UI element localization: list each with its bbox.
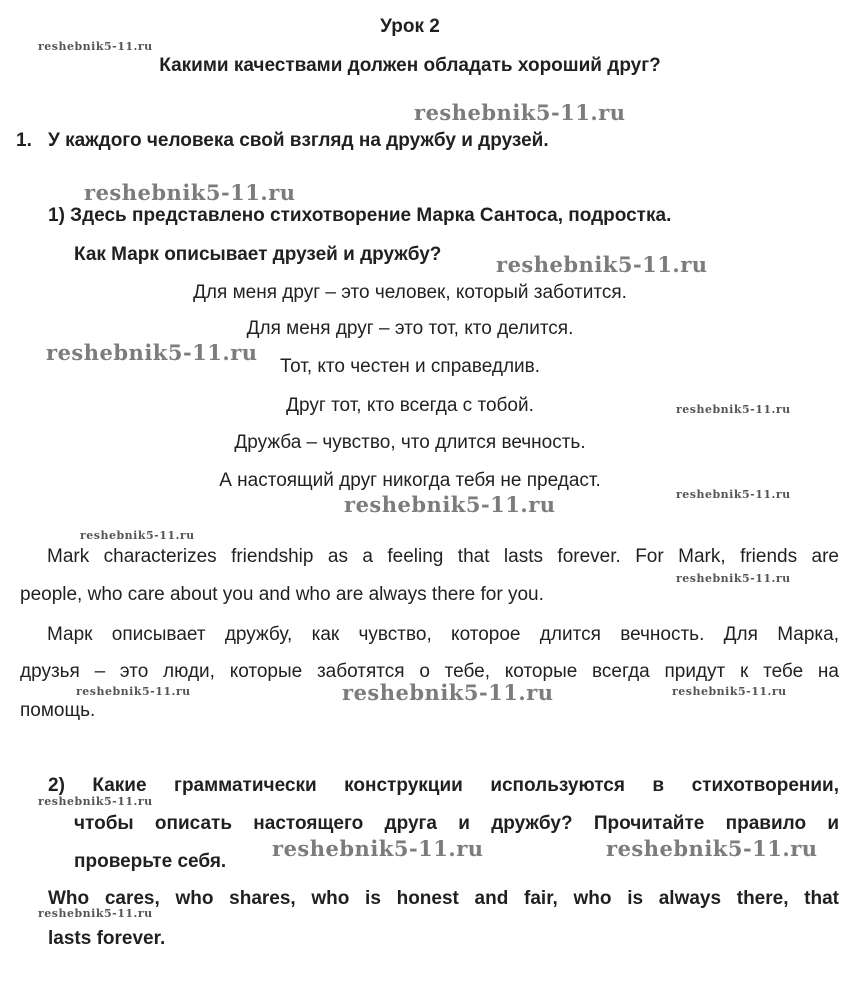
- watermark: reshebnik5-11.ru: [344, 492, 556, 517]
- poem-line: Друг тот, кто всегда с тобой.: [286, 395, 534, 416]
- subtask1-line1: 1) Здесь представлено стихотворение Марка Сантоса, подростка.: [48, 205, 672, 226]
- watermark: reshebnik5-11.ru: [676, 403, 791, 416]
- watermark: reshebnik5-11.ru: [672, 685, 787, 698]
- watermark: reshebnik5-11.ru: [84, 180, 296, 205]
- task-number: 1.: [16, 130, 32, 151]
- poem-line: Для меня друг – это тот, кто делится.: [246, 318, 574, 339]
- watermark: reshebnik5-11.ru: [676, 488, 791, 501]
- answer-en-line2: people, who care about you and who are always there for you.: [20, 584, 544, 605]
- answer2-line1: Who cares, who shares, who is honest and fair, who is always there, that: [48, 888, 839, 909]
- lesson-title: Урок 2: [380, 16, 440, 37]
- answer-ru-line2: друзья – это люди, которые заботятся о тебе, которые всегда придут к тебе на: [20, 661, 839, 682]
- watermark: reshebnik5-11.ru: [496, 252, 708, 277]
- watermark: reshebnik5-11.ru: [606, 836, 818, 861]
- poem-line: Для меня друг – это человек, который заботится.: [193, 282, 627, 303]
- watermark: reshebnik5-11.ru: [38, 795, 153, 808]
- watermark: reshebnik5-11.ru: [46, 340, 258, 365]
- poem-line: Дружба – чувство, что длится вечность.: [234, 432, 586, 453]
- poem-line: Тот, кто честен и справедлив.: [279, 356, 541, 377]
- watermark: reshebnik5-11.ru: [342, 680, 554, 705]
- watermark: reshebnik5-11.ru: [272, 836, 484, 861]
- subtask2-line1: 2) Какие грамматически конструкции используются в стихотворении,: [48, 775, 839, 796]
- watermark: reshebnik5-11.ru: [80, 529, 195, 542]
- watermark: reshebnik5-11.ru: [414, 100, 626, 125]
- subtask2-line3: проверьте себя.: [74, 851, 227, 872]
- watermark: reshebnik5-11.ru: [76, 685, 191, 698]
- watermark: reshebnik5-11.ru: [676, 572, 791, 585]
- answer-ru-line1: Марк описывает дружбу, как чувство, которое длится вечность. Для Марка,: [47, 624, 839, 645]
- watermark: reshebnik5-11.ru: [38, 907, 153, 920]
- answer2-line2: lasts forever.: [48, 928, 166, 949]
- subtask2-line2: чтобы описать настоящего друга и дружбу? Прочитайте правило и: [74, 813, 839, 834]
- lesson-question: Какими качествами должен обладать хороший друг?: [159, 55, 661, 76]
- task-title: У каждого человека свой взгляд на дружбу и друзей.: [48, 130, 549, 151]
- watermark: reshebnik5-11.ru: [38, 40, 153, 53]
- subtask1-line2: Как Марк описывает друзей и дружбу?: [74, 244, 442, 265]
- poem-line: А настоящий друг никогда тебя не предаст.: [219, 470, 601, 491]
- answer-ru-line3: помощь.: [20, 700, 96, 721]
- answer-en-line1: Mark characterizes friendship as a feeling that lasts forever. For Mark, friends are: [47, 546, 839, 567]
